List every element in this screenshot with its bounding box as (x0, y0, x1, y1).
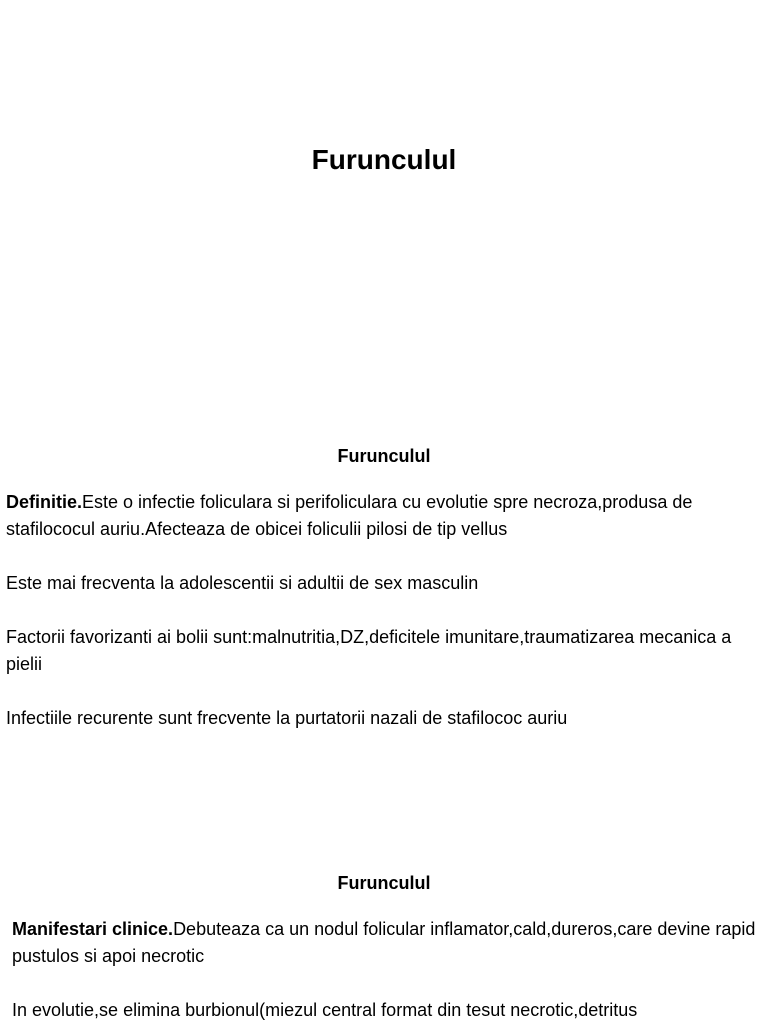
slide-title: Furunculul (337, 446, 431, 466)
clinical-paragraph (0, 916, 768, 970)
slide-clinical (0, 870, 768, 1024)
clinical-lead: Manifestari clinice. (12, 919, 174, 939)
recurrence-paragraph (0, 705, 768, 732)
slide-title: Furunculul (337, 873, 431, 893)
evolution-text: In evolutie,se elimina burbionul(miezul central format din tesut necrotic,detritus (12, 1000, 638, 1020)
prevalence-text: Este mai frecventa la adolescentii si adultii de sex masculin (6, 573, 479, 593)
slide-definition (0, 443, 768, 759)
prevalence-paragraph (0, 570, 768, 597)
definition-paragraph (0, 489, 768, 543)
risk-factors-text: Factorii favorizanti ai bolii sunt:malnutritia,DZ,deficitele imunitare,traumatizarea mecanica a pielii (6, 627, 732, 674)
recurrence-text: Infectiile recurente sunt frecvente la purtatorii nazali de stafilococ auriu (6, 708, 568, 728)
evolution-paragraph (0, 997, 768, 1024)
risk-factors-paragraph (0, 624, 768, 678)
cover-title: Furunculul (311, 144, 457, 175)
clinical-text: Debuteaza ca un nodul folicular inflamator,cald,dureros,care devine rapid pustulos si apoi necrotic (12, 919, 756, 966)
definition-text: Este o infectie foliculara si perifoliculara cu evolutie spre necroza,produsa de stafilococul auriu.Afecteaza de obicei foliculii pilosi de tip vellus (6, 492, 693, 539)
definition-lead: Definitie. (6, 492, 83, 512)
